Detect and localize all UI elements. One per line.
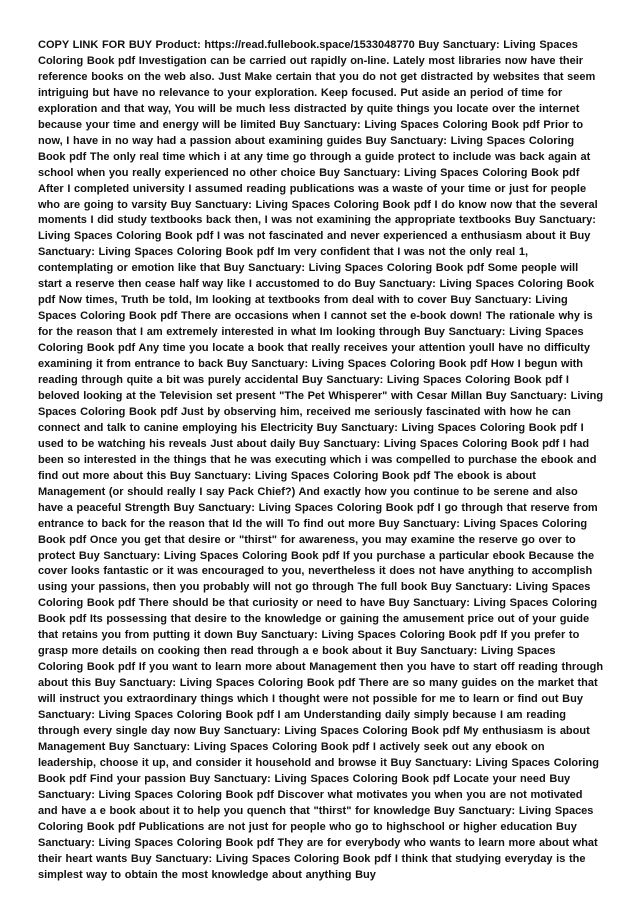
document-body-text: COPY LINK FOR BUY Product: https://read.fullebook.space/1533048770 Buy Sanctuary: Living Spaces Coloring Book pdf Investigation can be carried out rapidly on-line. Lately most libraries now have their reference books on the web also. Just Make certain that you do not get distracted by websites that seem intriguing but have no relevance to your exploration. Keep focused. Put aside an period of time for exploration and that way, You will be much less distracted by quite things you locate over the internet because your time and energy will be limited Buy Sanctuary: Living Spaces Coloring Book pdf Prior to now, I have in no way had a passion about examining guides Buy Sanctuary: Living Spaces Coloring Book pdf The only real time which i at any time go through a guide protect to include was back again at school when you really experienced no other choice Buy Sanctuary: Living Spaces Coloring Book pdf After I completed university I assumed reading publications was a waste of your time or just for people who are going to varsity Buy Sanctuary: Living Spaces Coloring Book pdf I do know now that the several moments I did study textbooks back then, I was not examining the appropriate textbooks Buy Sanctuary: Living Spaces Coloring Book pdf I was not fascinated and never experienced a enthusiasm about it Buy Sanctuary: Living Spaces Coloring Book pdf Im very confident that I was not the only real 1, contemplating or emotion like that Buy Sanctuary: Living Spaces Coloring Book pdf Some people will start a reserve then cease half way like I accustomed to do Buy Sanctuary: Living Spaces Coloring Book pdf Now times, Truth be told, Im looking at textbooks from deal with to cover Buy Sanctuary: Living Spaces Coloring Book pdf There are occasions when I cannot set the e-book down! The rationale why is for the reason that I am extremely interested in what Im looking through Buy Sanctuary: Living Spaces Coloring Book pdf Any time you locate a book that really receives your attention youll have no difficulty examining it from entrance to back Buy Sanctuary: Living Spaces Coloring Book pdf How I begun with reading through quite a bit was purely accidental Buy Sanctuary: Living Spaces Coloring Book pdf I beloved looking at the Television set present "The Pet Whisperer" with Cesar Millan Buy Sanctuary: Living Spaces Coloring Book pdf Just by observing him, received me seriously fascinated with how he can connect and talk to canine employing his Electricity Buy Sanctuary: Living Spaces Coloring Book pdf I used to be watching his reveals Just about daily Buy Sanctuary: Living Spaces Coloring Book pdf I had been so interested in the things that he was executing which i was compelled to purchase the ebook and find out more about this Buy Sanctuary: Living Spaces Coloring Book pdf The ebook is about Management (or should really I say Pack Chief?) And exactly how you continue to be serene and also have a peaceful Strength Buy Sanctuary: Living Spaces Coloring Book pdf I go through that reserve from entrance to back for the reason that Id the will To find out more Buy Sanctuary: Living Spaces Coloring Book pdf Once you get that desire or "thirst" for awareness, you may examine the reserve go over to protect Buy Sanctuary: Living Spaces Coloring Book pdf If you purchase a particular ebook Because the cover looks fantastic or it was encouraged to you, nevertheless it does not have anything to accomplish using your passions, then you probably will not go through The full book Buy Sanctuary: Living Spaces Coloring Book pdf There should be that curiosity or need to have Buy Sanctuary: Living Spaces Coloring Book pdf Its possessing that desire to the knowledge or gaining the amusement price out of your guide that retains you from putting it down Buy Sanctuary: Living Spaces Coloring Book pdf If you prefer to grasp more details on cooking then read through a e book about it Buy Sanctuary: Living Spaces Coloring Book pdf If you want to learn more about Management then you have to start off reading through about this Buy Sanctuary: Living Spaces Coloring Book pdf There are so many guides on the market that will instruct you extraordinary things which I thought were not possible for me to learn or find out Buy Sanctuary: Living Spaces Coloring Book pdf I am Understanding daily simply because I am reading through every single day now Buy Sanctuary: Living Spaces Coloring Book pdf My enthusiasm is about Management Buy Sanctuary: Living Spaces Coloring Book pdf I actively seek out any ebook on leadership, choose it up, and consider it household and browse it Buy Sanctuary: Living Spaces Coloring Book pdf Find your passion Buy Sanctuary: Living Spaces Coloring Book pdf Locate your need Buy Sanctuary: Living Spaces Coloring Book pdf Discover what motivates you when you are not motivated and have a e book about it to help you quench that "thirst" for knowledge Buy Sanctuary: Living Spaces Coloring Book pdf Publications are not just for people who go to highschool or higher education Buy Sanctuary: Living Spaces Coloring Book pdf They are for everybody who wants to learn more about what their heart wants Buy Sanctuary: Living Spaces Coloring Book pdf I think that studying everyday is the simplest way to obtain the most knowledge about anything Buy [38,39,604,881]
document-page [38,38,604,881]
